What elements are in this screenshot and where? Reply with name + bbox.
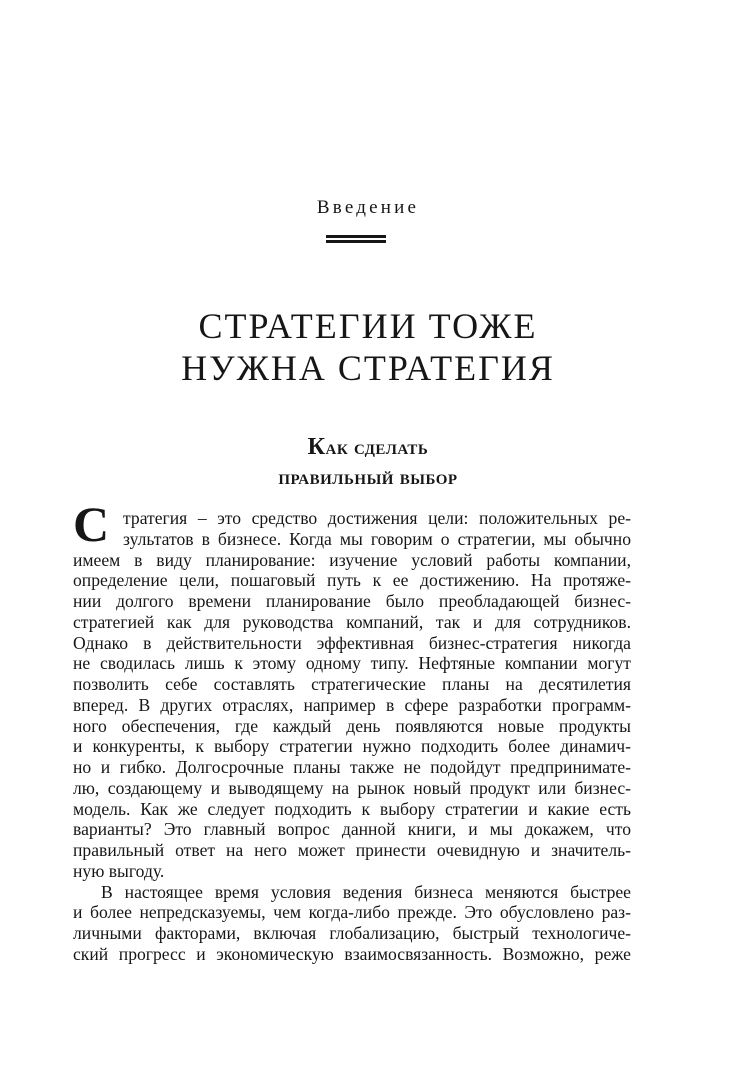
section-label: Введение xyxy=(316,197,420,218)
subheading-initial: К xyxy=(307,434,326,460)
text-line: позволить себе составлять стратегические планы на десятилетия xyxy=(73,674,631,694)
text-line: ную выгоду. xyxy=(73,860,165,881)
text-line: стратегией как для руководства компаний, так и для сотрудников. xyxy=(73,611,631,632)
text-line: варианты? Это главный вопрос данной книги, и мы докажем, что xyxy=(73,819,631,840)
text-line: определение цели, пошаговый путь к ее достижению. На протяже- xyxy=(73,570,631,591)
text-line: правильный ответ на него может принести очевидную и значитель- xyxy=(73,840,631,860)
text-line: имеем в виду планирование: изучение условий работы компании, xyxy=(73,549,631,570)
text-line: зультатов в бизнесе. Когда мы говорим о стратегии, мы обычно xyxy=(123,528,631,549)
subheading-line-1-rest: ак сделать xyxy=(325,435,429,459)
text-line: тратегия – это средство достижения цели: положительных ре- xyxy=(123,508,631,528)
drop-cap: С xyxy=(73,496,110,552)
text-line: Однако в действительности эффективная бизнес-стратегия никогда xyxy=(73,632,631,653)
text-line: нии долгого времени планирование было преобладающей бизнес- xyxy=(73,591,631,611)
text-line: личными факторами, включая глобализацию, быстрый технологиче- xyxy=(73,923,631,943)
text-line: ного обеспечения, где каждый день появляются новые продукты xyxy=(73,715,631,736)
chapter-title xyxy=(0,305,736,389)
text-line: вперед. В других отраслях, например в сфере разработки программ- xyxy=(73,694,631,715)
body-text xyxy=(73,508,631,965)
text-line: ский прогресс и экономическую взаимосвязанность. Возможно, реже xyxy=(73,943,631,964)
subheading-line-2: правильный выбор xyxy=(278,465,458,489)
subheading-line-1 xyxy=(0,432,736,462)
text-line: не сводилась лишь к этому одному типу. Нефтяные компании могут xyxy=(73,653,631,674)
chapter-title-line-2: НУЖНА СТРАТЕГИЯ xyxy=(181,348,555,388)
text-line: и более непредсказуемы, чем когда-либо прежде. Это обусловлено раз- xyxy=(73,902,631,923)
chapter-title-line-1: СТРАТЕГИИ ТОЖЕ xyxy=(198,306,538,346)
text-line: но и гибко. Долгосрочные планы также не подойдут предпринимате- xyxy=(73,757,631,777)
text-line: модель. Как же следует подходить к выбору стратегии и какие есть xyxy=(73,798,631,819)
text-line: лю, создающему и выводящему на рынок новый продукт или бизнес- xyxy=(73,777,631,798)
double-rule-bottom xyxy=(326,240,386,243)
text-line: В настоящее время условия ведения бизнеса меняются быстрее xyxy=(101,881,631,902)
double-rule-top xyxy=(326,235,386,238)
section-subheading xyxy=(0,432,736,492)
text-line: и конкуренты, к выбору стратегии нужно подходить более динамич- xyxy=(73,736,631,757)
